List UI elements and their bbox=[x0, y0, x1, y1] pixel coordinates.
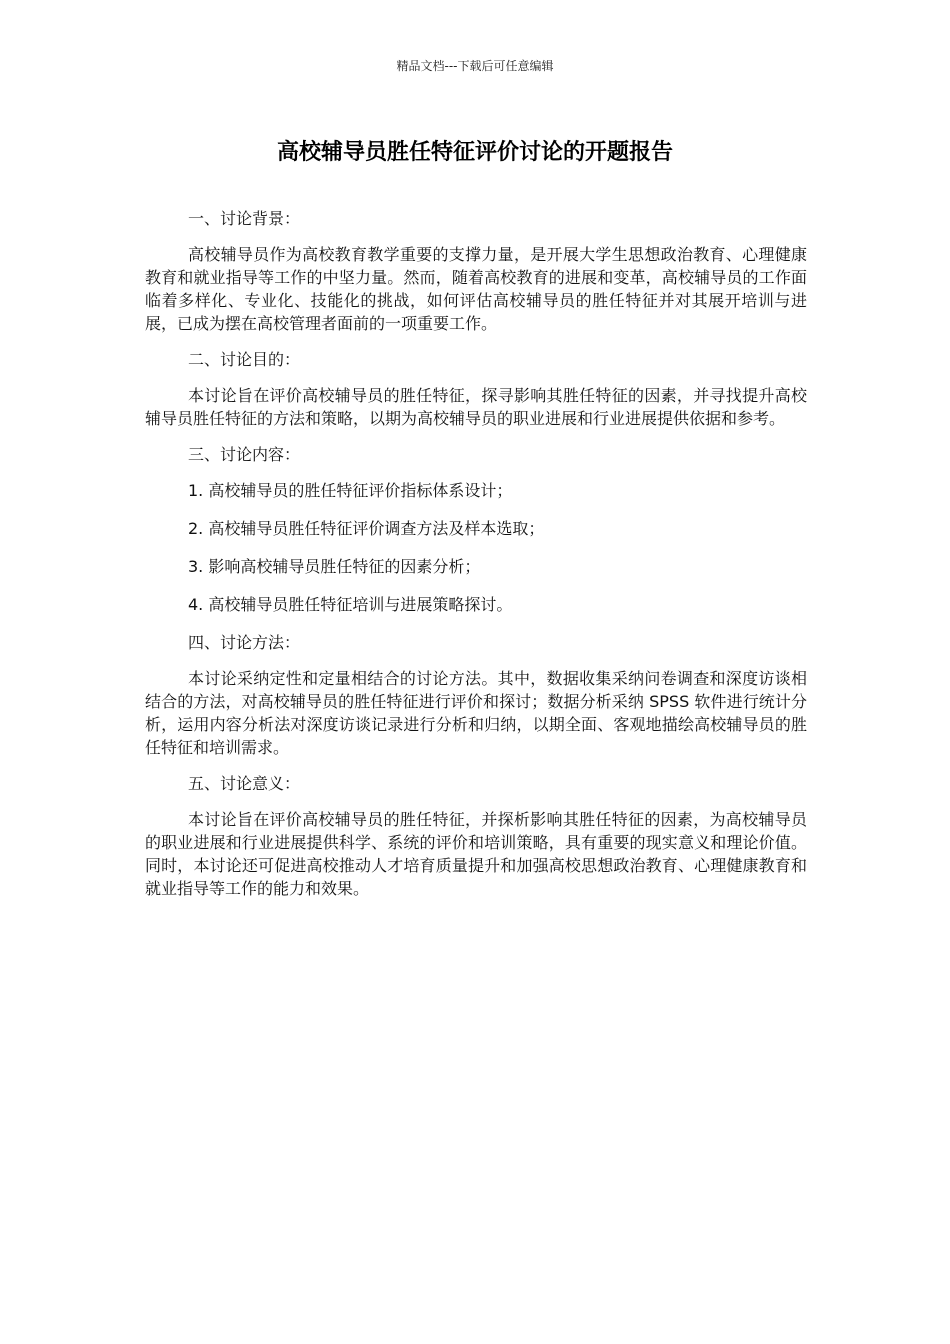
document-body bbox=[145, 207, 807, 913]
content-list-item: 1. 高校辅导员的胜任特征评价指标体系设计； bbox=[188, 481, 513, 500]
section-heading-content: 三、讨论内容： bbox=[188, 445, 301, 464]
section-text-method: 本讨论采纳定性和定量相结合的讨论方法。其中，数据收集采纳问卷调查和深度访谈相结合的方法，对高校辅导员的胜任特征进行评价和探讨；数据分析采纳 SPSS 软件进行统计分析，运用内容分析法对深度访谈记录进行分析和归纳，以期全面、客观地描绘高校辅导员的胜任特征和培训需求。 bbox=[145, 669, 807, 757]
content-list-item: 2. 高校辅导员胜任特征评价调查方法及样本选取； bbox=[188, 519, 545, 538]
section-text-background: 高校辅导员作为高校教育教学重要的支撑力量，是开展大学生思想政治教育、心理健康教育和就业指导等工作的中坚力量。然而，随着高校教育的进展和变革，高校辅导员的工作面临着多样化、专业化、技能化的挑战，如何评估高校辅导员的胜任特征并对其展开培训与进展，已成为摆在高校管理者面前的一项重要工作。 bbox=[145, 245, 807, 333]
section-heading-purpose: 二、讨论目的： bbox=[188, 350, 301, 369]
page-header: 精品文档---下载后可任意编辑 bbox=[396, 59, 554, 73]
content-list-item: 4. 高校辅导员胜任特征培训与进展策略探讨。 bbox=[188, 595, 513, 614]
section-text-significance: 本讨论旨在评价高校辅导员的胜任特征，并探析影响其胜任特征的因素，为高校辅导员的职业进展和行业进展提供科学、系统的评价和培训策略，具有重要的现实意义和理论价值。同时，本讨论还可促进高校推动人才培育质量提升和加强高校思想政治教育、心理健康教育和就业指导等工作的能力和效果。 bbox=[145, 810, 807, 898]
section-heading-method: 四、讨论方法： bbox=[188, 633, 301, 652]
section-text-purpose: 本讨论旨在评价高校辅导员的胜任特征，探寻影响其胜任特征的因素，并寻找提升高校辅导员胜任特征的方法和策略，以期为高校辅导员的职业进展和行业进展提供依据和参考。 bbox=[145, 386, 807, 428]
content-list-item: 3. 影响高校辅导员胜任特征的因素分析； bbox=[188, 557, 481, 576]
document-title: 高校辅导员胜任特征评价讨论的开题报告 bbox=[276, 140, 673, 165]
section-heading-significance: 五、讨论意义： bbox=[188, 774, 301, 793]
section-heading-background: 一、讨论背景： bbox=[188, 209, 301, 228]
